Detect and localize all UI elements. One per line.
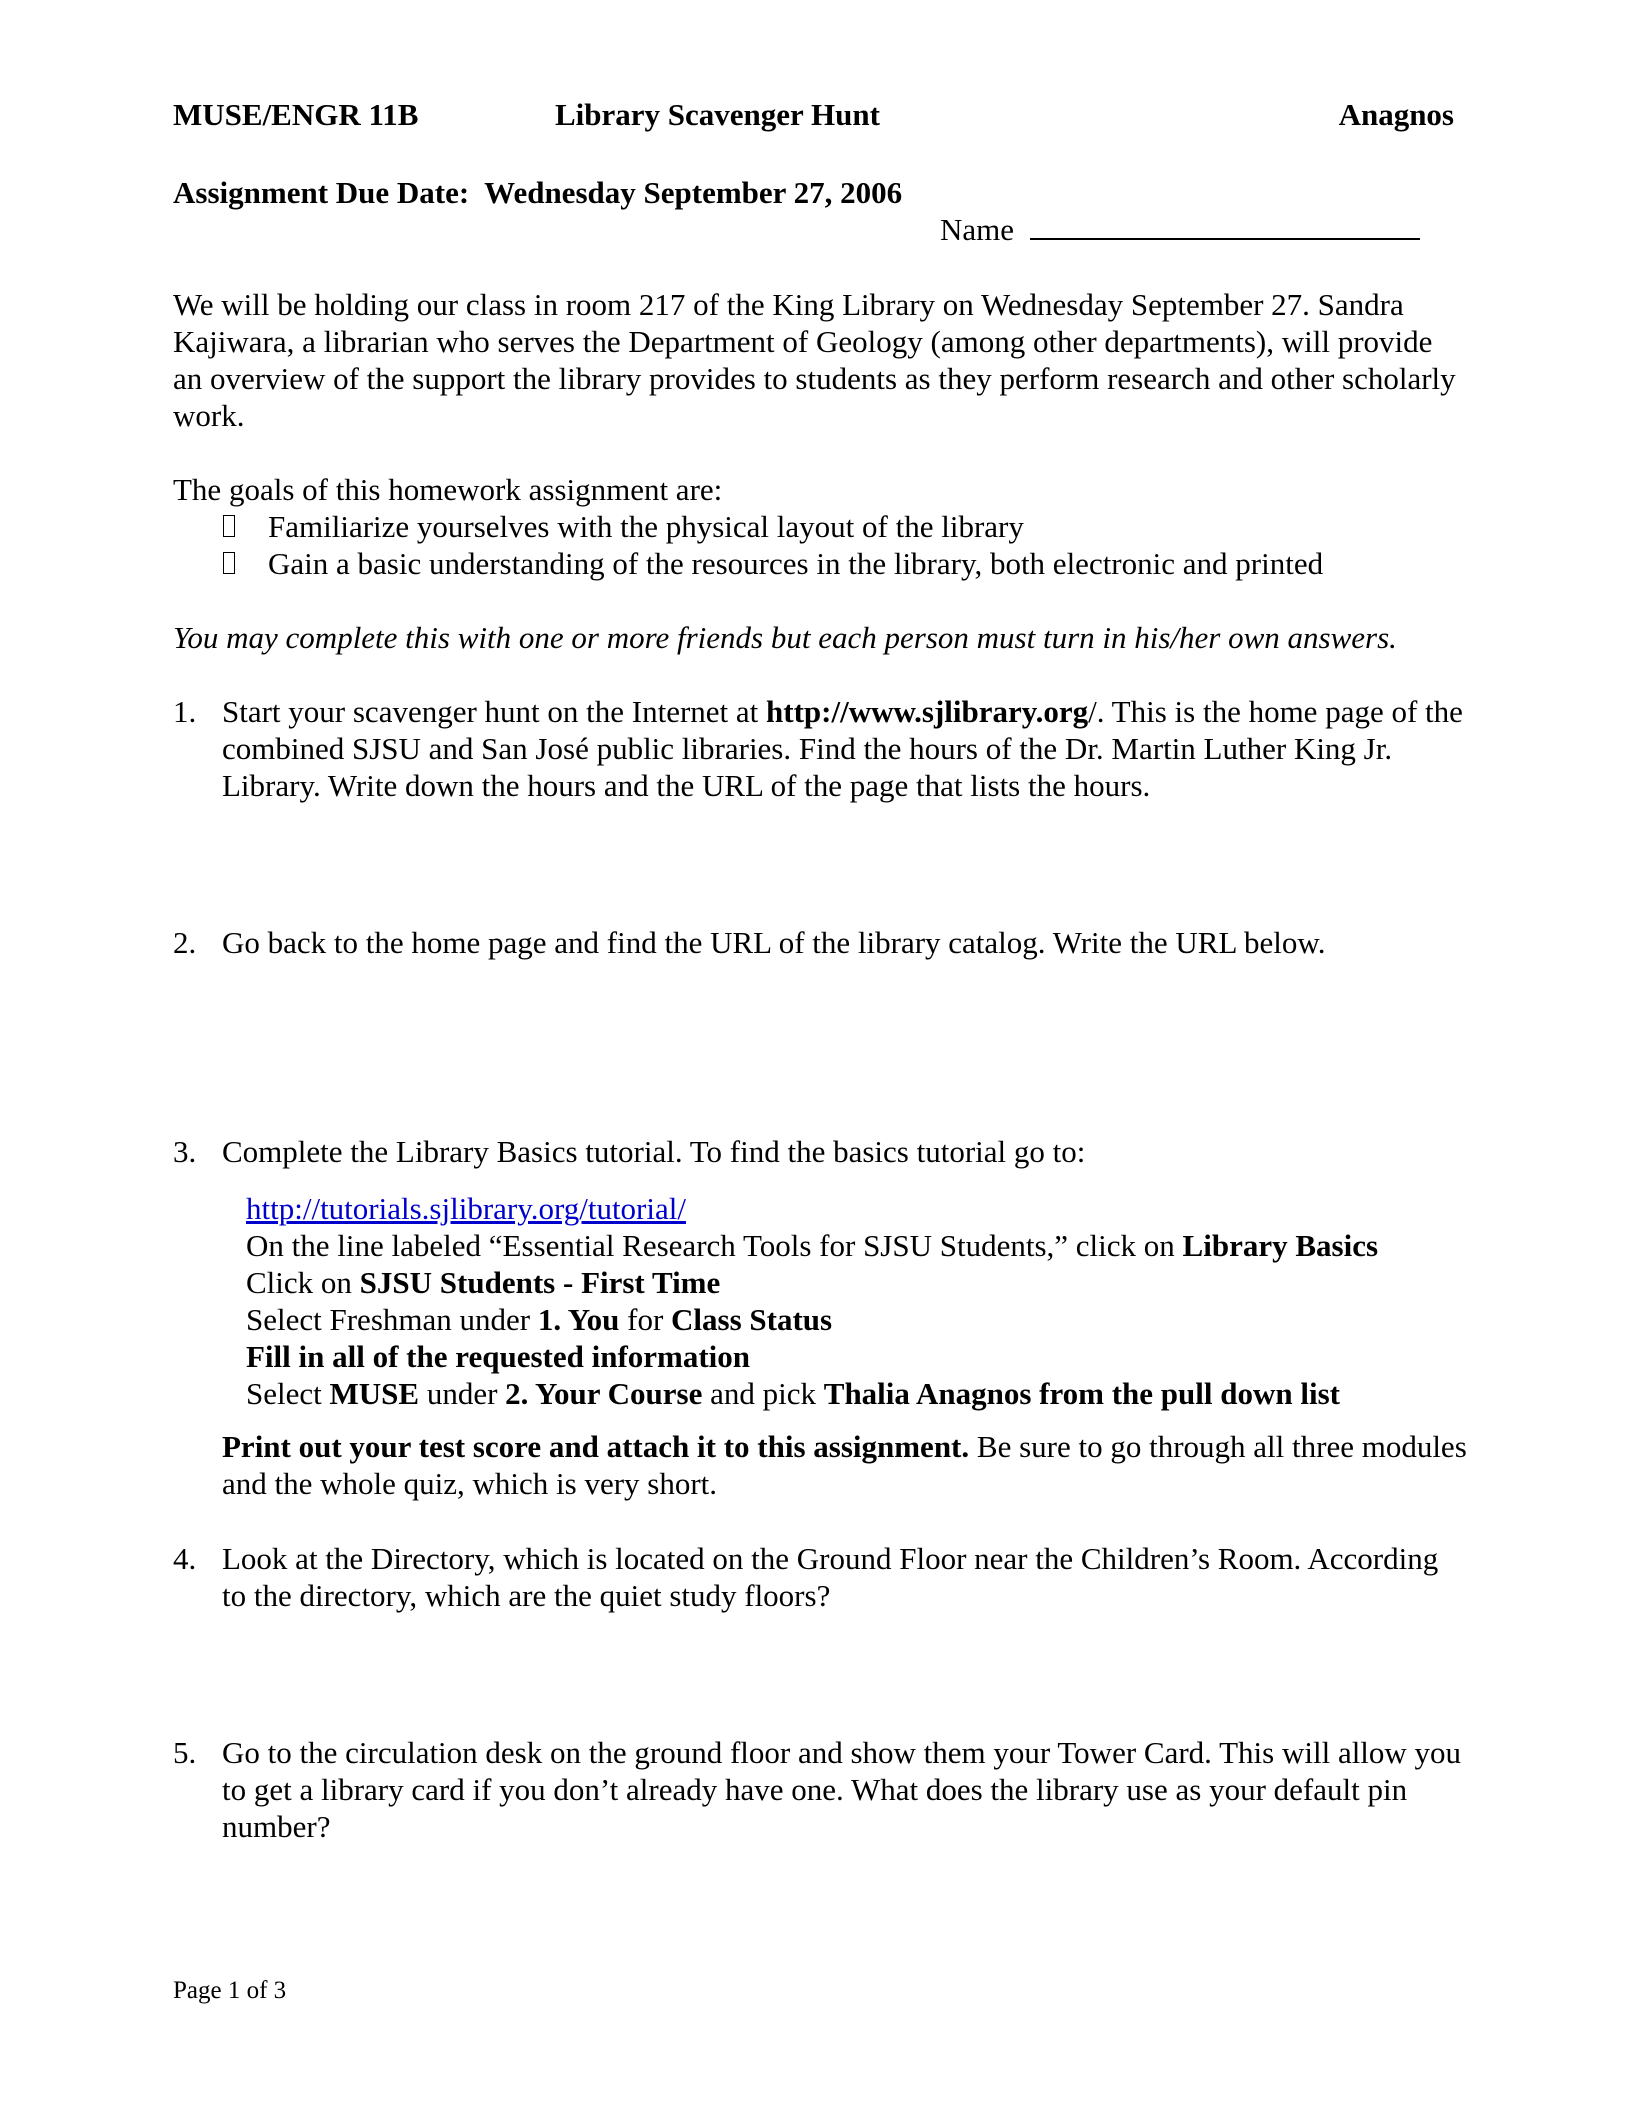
author-name: Anagnos [1338,97,1454,132]
question-3 [173,1133,1468,1502]
question-number: 3. [173,1134,197,1169]
goal-text: Familiarize yourselves with the physical layout of the library [268,509,1024,544]
question-text: Start your scavenger hunt on the Internet at [222,694,767,729]
goal-item [223,508,1468,545]
step-line: Select Freshman under 1. You for Class Status [246,1302,833,1337]
step-line: Click on SJSU Students - First Time [246,1265,721,1300]
question-number: 4. [173,1541,197,1576]
tutorial-instructions: Print out your test score and attach it to this assignment. Be sure to go through all three modules and the whole quiz, which is very short. [222,1429,1467,1501]
goal-text: Gain a basic understanding of the resources in the library, both electronic and printed [268,546,1324,581]
intro-paragraph: We will be holding our class in room 217 of the King Library on Wednesday September 27. Sandra Kajiwara, a librarian who serves the Department of Geology (among other departments), will provide an overview of the support the library provides to students as they perform research and other scholarly work. [173,287,1456,433]
question-number: 2. [173,925,197,960]
name-field [940,211,1468,248]
due-date-label: Assignment Due Date: [173,175,470,210]
goals-list [173,508,1468,582]
page-header [173,96,1468,136]
step-line: Fill in all of the requested information [246,1339,751,1374]
collaboration-note: You may complete this with one or more friends but each person must turn in his/her own answers. [173,620,1397,655]
question-5 [173,1734,1468,1845]
tutorial-link[interactable]: http://tutorials.sjlibrary.org/tutorial/ [246,1191,686,1226]
due-date-value: Wednesday September 27, 2006 [484,175,903,210]
question-number: 1. [173,694,197,729]
question-text: Go to the circulation desk on the ground floor and show them your Tower Card. This will allow you to get a library card if you don’t already have one. What does the library use as your default pin number? [222,1735,1462,1844]
question-text: Complete the Library Basics tutorial. To find the basics tutorial go to: [222,1134,1086,1169]
question-text-cont: /. This is the home page of the combined SJSU and San José public libraries. Find the hours of the Dr. Martin Luther King Jr. Library. Write down the hours and the URL of the page that lists the hours. [222,694,1463,803]
question-1 [173,693,1468,804]
document-page [173,96,1468,1845]
name-blank-line [1030,212,1420,240]
question-number: 5. [173,1735,197,1770]
step-line: Select MUSE under 2. Your Course and pick Thalia Anagnos from the pull down list [246,1376,1340,1411]
library-url: http://www.sjlibrary.org [766,694,1089,729]
question-2 [173,924,1468,961]
question-4 [173,1540,1468,1614]
due-date [173,174,1468,211]
question-text: Look at the Directory, which is located on the Ground Floor near the Children’s Room. According to the directory, which are the quiet study floors? [222,1541,1439,1613]
document-title: Library Scavenger Hunt [555,97,880,132]
page-number: Page 1 of 3 [173,1977,287,2004]
name-label: Name [940,212,1015,247]
question-text: Go back to the home page and find the URL of the library catalog. Write the URL below. [222,925,1326,960]
goal-item [223,545,1468,582]
bullet-box-icon [223,552,235,574]
course-code: MUSE/ENGR 11B [173,97,419,132]
bullet-box-icon [223,515,235,537]
goals-heading: The goals of this homework assignment are: [173,472,723,507]
step-line: On the line labeled “Essential Research Tools for SJSU Students,” click on Library Basics [246,1228,1379,1263]
tutorial-steps [222,1190,1468,1412]
